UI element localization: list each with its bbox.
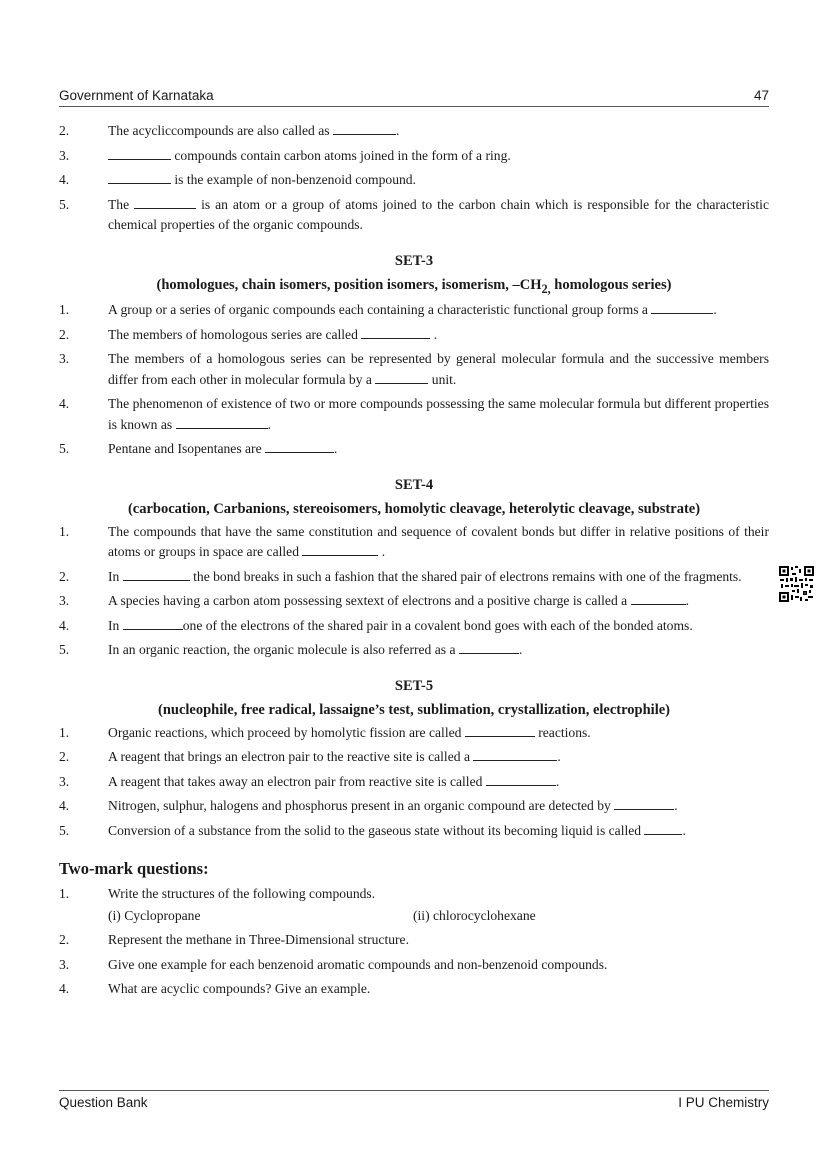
question-item: 1. A group or a series of organic compounds each containing a characteristic functional group forms a .: [59, 302, 717, 318]
fill-blank: [108, 147, 171, 160]
fill-blank: [134, 196, 196, 209]
fill-blank: [108, 171, 171, 184]
question-item: 3. A species having a carbon atom possessing sextext of electrons and a positive charge is called a .: [59, 593, 689, 609]
question-item: 1. The compounds that have the same constitution and sequence of covalent bonds but differ in relative positions of their atoms or groups in space are called .: [59, 523, 769, 560]
fill-blank: [651, 301, 713, 314]
set-title: SET-4: [394, 476, 434, 493]
option-b: (ii) chlorocyclohexane: [413, 907, 536, 923]
answer-options: [108, 906, 769, 927]
question-item: 3. The members of a homologous series can be represented by general molecular formula and the successive members differ from each other in molecular formula by a unit.: [59, 351, 769, 387]
fill-blank: [176, 416, 268, 429]
set-subtitle: (nucleophile, free radical, lassaigne’s test, sublimation, crystallization, electrophile): [157, 701, 670, 718]
page-header: [59, 88, 769, 107]
fill-blank: [486, 773, 556, 786]
set-5: [59, 678, 769, 842]
question-item: 4. The phenomenon of existence of two or more compounds possessing the same molecular formula but different properties is known as .: [59, 396, 769, 432]
page-content: [59, 121, 769, 1004]
fill-blank: [302, 543, 378, 556]
fill-blank: [459, 641, 519, 654]
question-item: 3. compounds contain carbon atoms joined in the form of a ring.: [59, 147, 511, 163]
question-item: 5. In an organic reaction, the organic molecule is also referred as a .: [59, 642, 523, 658]
question-item: 4. In one of the electrons of the shared pair in a covalent bond goes with each of the bonded atoms.: [59, 617, 693, 633]
question-item: 4. is the example of non-benzenoid compound.: [59, 172, 416, 187]
fill-blank: [473, 748, 557, 761]
set-4: [59, 477, 769, 661]
page-number: 47: [753, 88, 769, 103]
question-item: 4. What are acyclic compounds? Give an example.: [59, 981, 371, 997]
fill-blank: [265, 440, 334, 453]
header-title: Government of Karnataka: [59, 88, 214, 103]
set-title: SET-3: [394, 252, 434, 269]
set-subtitle: (carbocation, Carbanions, stereoisomers, homolytic cleavage, heterolytic cleavage, substrate): [127, 500, 701, 517]
question-item: 2. The members of homologous series are called .: [59, 326, 438, 342]
section-heading: Two-mark questions:: [59, 859, 209, 879]
set-title: SET-5: [394, 677, 434, 694]
fill-blank: [361, 326, 430, 339]
option-a: (i) Cyclopropane: [108, 907, 201, 923]
fill-blank: [375, 371, 428, 384]
fill-blank: [644, 822, 682, 835]
question-item: 3. Give one example for each benzenoid aromatic compounds and non-benzenoid compounds.: [59, 956, 608, 972]
fill-blank: [614, 797, 674, 810]
fill-blank: [123, 617, 183, 630]
footer-right: I PU Chemistry: [678, 1095, 769, 1110]
question-item: 2. The acycliccompounds are also called as .: [59, 123, 400, 138]
fill-blank: [333, 122, 396, 135]
question-item: 1. Write the structures of the following compounds. (i) Cyclopropane (ii) chlorocyclohexane: [59, 884, 769, 926]
footer-left: Question Bank: [59, 1095, 148, 1110]
question-item: 4. Nitrogen, sulphur, halogens and phosphorus present in an organic compound are detected by .: [59, 798, 678, 814]
question-item: 2. Represent the methane in Three-Dimensional structure.: [59, 932, 409, 948]
intro-questions: [59, 121, 769, 236]
qr-code-icon[interactable]: [778, 565, 815, 603]
question-item: 2. A reagent that brings an electron pair to the reactive site is called a .: [59, 749, 561, 765]
fill-blank: [123, 568, 190, 581]
fill-blank: [631, 592, 686, 605]
question-item: 1. Organic reactions, which proceed by homolytic fission are called reactions.: [59, 724, 591, 740]
question-item: 2. In the bond breaks in such a fashion that the shared pair of electrons remains with one of the fragments.: [59, 568, 742, 584]
two-mark-section: [59, 859, 769, 1000]
page-footer: [59, 1090, 769, 1110]
question-item: 5. The is an atom or a group of atoms joined to the carbon chain which is responsible for the characteristic chemical properties of the organic compounds.: [59, 196, 769, 232]
question-item: 5. Pentane and Isopentanes are .: [59, 441, 338, 457]
set-subtitle: (homologues, chain isomers, position isomers, isomerism, $-CH_{2,}$ homologous series): [156, 276, 672, 296]
question-item: 5. Conversion of a substance from the solid to the gaseous state without its becoming liquid is called .: [59, 822, 686, 838]
set-3: [59, 253, 769, 460]
fill-blank: [465, 724, 535, 737]
question-item: 3. A reagent that takes away an electron pair from reactive site is called .: [59, 773, 560, 789]
